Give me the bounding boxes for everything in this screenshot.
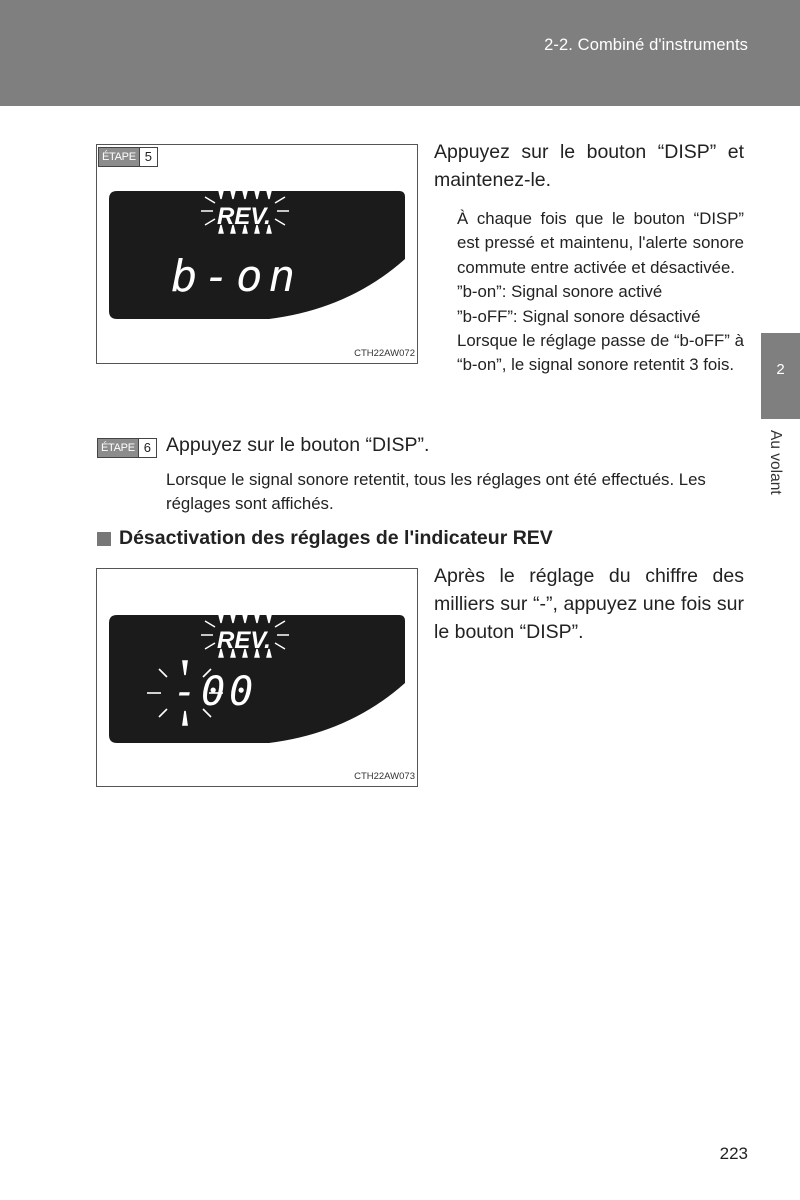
step5-lead-block <box>434 138 744 194</box>
step5-body-line: ”b-oFF”: Signal sonore désactivé <box>457 306 701 326</box>
step-badge-label: ÉTAPE <box>98 439 138 457</box>
chapter-label: Au volant <box>767 430 784 495</box>
step5-body <box>457 207 744 378</box>
step-badge-number: 6 <box>138 439 156 457</box>
section-lead-block <box>434 562 744 646</box>
chapter-tab <box>761 333 800 419</box>
step-badge-number: 5 <box>139 148 157 166</box>
figure-display-dash-00 <box>96 568 418 787</box>
page-header <box>0 0 800 106</box>
step-badge <box>98 147 158 167</box>
square-bullet-icon <box>97 532 111 546</box>
step5-body-para: À chaque fois que le bouton “DISP” est pressé et maintenu, l'alerte sonore commute entre activée et désactivée. <box>457 209 744 277</box>
lcd-display <box>109 191 409 321</box>
lcd-top-text: REV. <box>217 627 271 654</box>
step6-body: Lorsque le signal sonore retentit, tous les réglages ont été effectués. Les réglages sont affichés. <box>166 470 706 514</box>
page-number: 223 <box>719 1144 748 1163</box>
section-heading-text: Désactivation des réglages de l'indicateur REV <box>119 527 553 549</box>
section-heading <box>97 527 553 550</box>
step5-body-para: Lorsque le réglage passe de “b-oFF” à “b-on”, le signal sonore retentit 3 fois. <box>457 331 744 375</box>
step-badge <box>97 438 157 458</box>
step6-lead: Appuyez sur le bouton “DISP”. <box>166 434 430 456</box>
chapter-number: 2 <box>776 361 785 378</box>
figure-code: CTH22AW072 <box>354 348 415 359</box>
lcd-bottom-text: b-on <box>171 251 301 302</box>
figure-display-b-on <box>96 144 418 364</box>
lcd-display <box>109 615 409 745</box>
step-badge-label: ÉTAPE <box>99 148 139 166</box>
figure-code: CTH22AW073 <box>354 771 415 782</box>
lcd-bottom-text: -00 <box>173 669 258 715</box>
section-lead: Après le réglage du chiffre des milliers sur “-”, appuyez une fois sur le bouton “DISP”. <box>434 565 744 643</box>
step5-lead: Appuyez sur le bouton “DISP” et maintenez-le. <box>434 141 744 191</box>
step5-body-line: ”b-on”: Signal sonore activé <box>457 282 663 302</box>
lcd-top-text: REV. <box>217 203 271 230</box>
header-title: 2-2. Combiné d'instruments <box>544 36 748 54</box>
